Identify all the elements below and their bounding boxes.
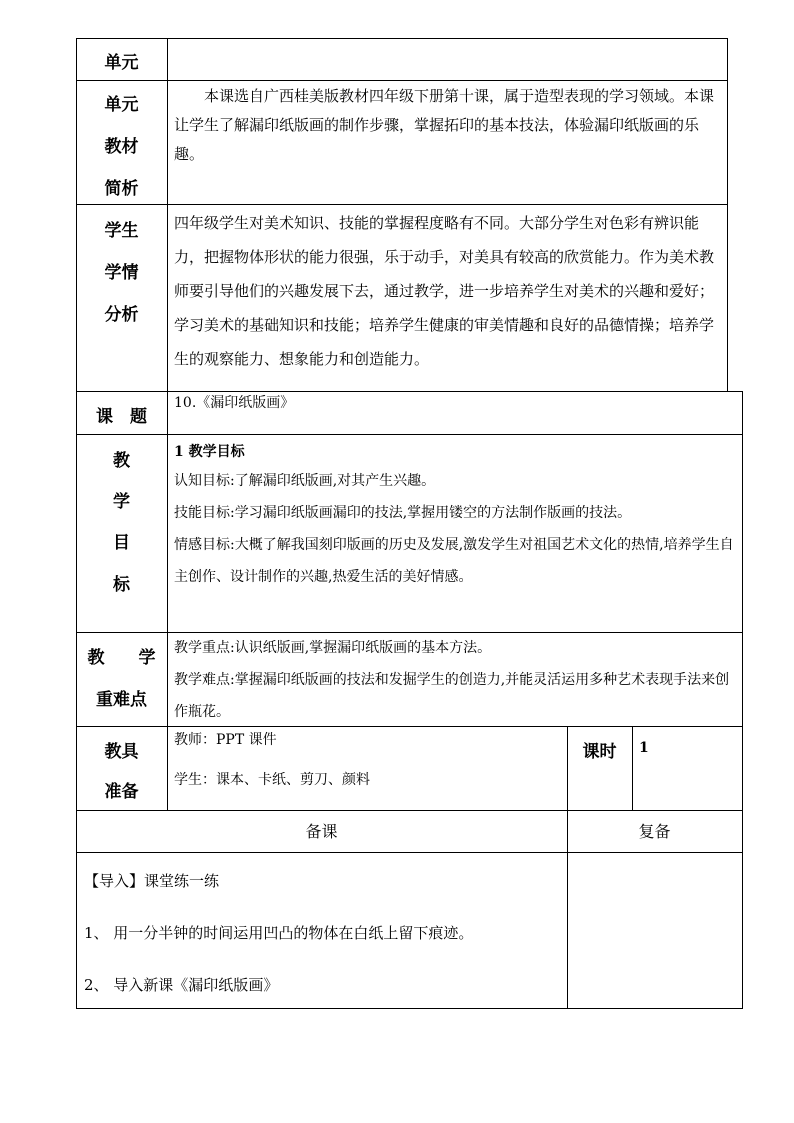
tools-student: 学生：课本、卡纸、剪刀、颜料 [174, 772, 370, 788]
prep-header: 备课 [305, 822, 338, 841]
students-content: 四年级学生对美术知识、技能的掌握程度略有不同。大部分学生对色彩有辨识能力，把握物体形状的能力很强，乐于动手，对美具有较高的欣赏能力。作为美术教师要引导他们的兴趣发展下去，通过教学，进一步培养学生对美术的兴趣和爱好；学习美术的基础知识和技能；培养学生健康的审美情趣和良好的品德情操；培养学生的观察能力、想象能力和创造能力。 [174, 214, 715, 368]
students-label-line-2: 学情 [104, 263, 139, 283]
keypoints-label-top: 教 学 [87, 648, 156, 668]
hours-value: 1 [639, 740, 649, 756]
review-header: 复备 [638, 822, 671, 841]
tools-teacher: 教师：PPT 课件 [174, 732, 277, 748]
keypoints-focus: 教学重点:认识纸版画,掌握漏印纸版画的基本方法。 [174, 640, 492, 656]
students-label-line-3: 分析 [104, 305, 139, 325]
tools-label-line-1: 教具 [104, 742, 139, 762]
analysis-label-line-2: 教材 [104, 137, 139, 157]
analysis-label-line-1: 单元 [104, 95, 139, 115]
goals-label-line-3: 目 [113, 533, 130, 553]
step-item-1: 1、 用一分半钟的时间运用凹凸的物体在白纸上留下痕迹。 [84, 924, 474, 942]
keypoints-difficulty: 教学难点:掌握漏印纸版画的技法和发掘学生的创造力,并能灵活运用多种艺术表现手法来创作瓶花。 [174, 672, 730, 720]
keypoints-label-bottom: 重难点 [96, 690, 147, 710]
hours-label: 课时 [582, 742, 617, 762]
students-label-line-1: 学生 [104, 221, 139, 241]
goals-cognitive: 认知目标:了解漏印纸版画,对其产生兴趣。 [174, 473, 436, 489]
intro-text: 【导入】课堂练一练 [84, 872, 220, 890]
goals-skill: 技能目标:学习漏印纸版画漏印的技法,掌握用镂空的方法制作版画的技法。 [174, 505, 632, 521]
goals-label-line-4: 标 [113, 575, 130, 595]
goals-heading: 1 教学目标 [174, 444, 245, 460]
analysis-label-line-3: 简析 [104, 179, 139, 199]
step-item-2: 2、 导入新课《漏印纸版画》 [84, 976, 279, 994]
topic-content: 10.《漏印纸版画》 [174, 395, 295, 411]
unit-label: 单元 [104, 53, 139, 73]
goals-emotion: 情感目标:大概了解我国刻印版画的历史及发展,激发学生对祖国艺术文化的热情,培养学生自主创作、设计制作的兴趣,热爱生活的美好情感。 [174, 537, 734, 585]
goals-label-line-2: 学 [113, 492, 130, 512]
analysis-content: 本课选自广西桂美版教材四年级下册第十课，属于造型表现的学习领域。本课让学生了解漏印纸版画的制作步骤，掌握拓印的基本技法，体验漏印纸版画的乐趣。 [174, 87, 715, 163]
tools-label-line-2: 准备 [104, 782, 139, 802]
topic-label: 课 题 [96, 407, 147, 427]
goals-label-line-1: 教 [113, 451, 130, 471]
